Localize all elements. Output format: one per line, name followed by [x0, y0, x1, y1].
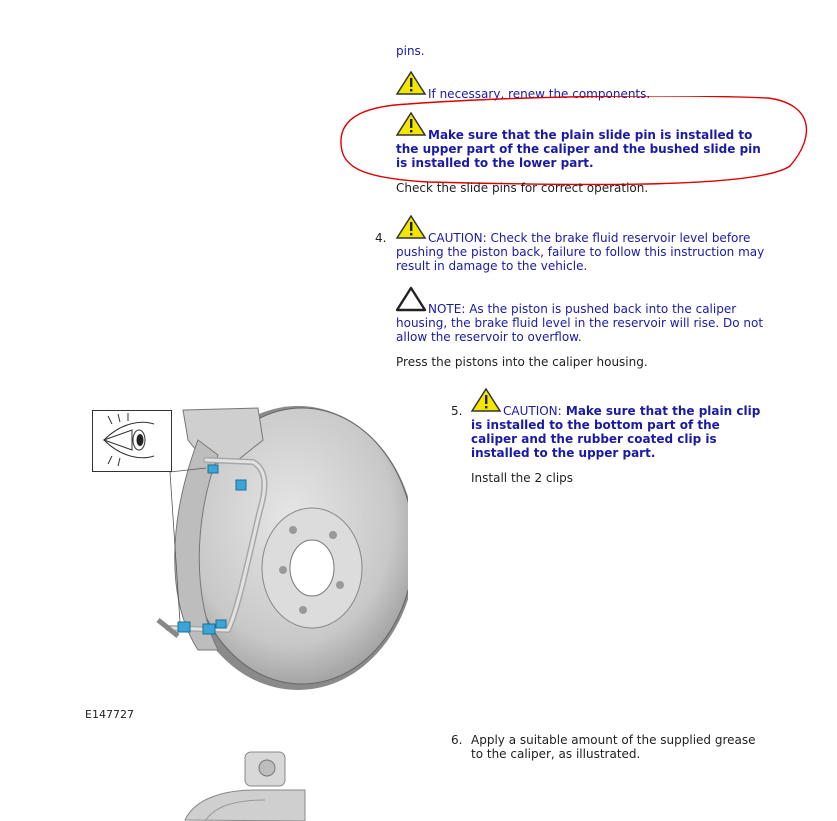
step4-action: Press the pistons into the caliper housing.: [396, 355, 648, 369]
caution-label: CAUTION:: [503, 404, 562, 418]
intro-text-tail: pins.: [396, 44, 425, 58]
step5-caution: [471, 404, 761, 460]
warning-slide-pin-text: Make sure that the plain slide pin is installed to the upper part of the caliper and the bushed slide pin is installed to the lower part.: [396, 128, 761, 170]
caution-text: Make sure that the plain clip is installed to the bottom part of the caliper and the rubber coated clip is installed to the upper part.: [471, 404, 761, 460]
step4-caution: [396, 231, 766, 273]
caution-text: Check the brake fluid reservoir level before pushing the piston back, failure to follow this instruction may result in damage to the vehicle.: [396, 231, 765, 273]
step-number-5: 5.: [451, 404, 463, 418]
step5-action: Install the 2 clips: [471, 471, 574, 485]
warning-renew-text: If necessary, renew the components.: [428, 87, 651, 101]
caliper-illustration-partial: [175, 750, 315, 821]
note-text: As the piston is pushed back into the caliper housing, the brake fluid level in the reservoir will rise. Do not allow the reservoir to overflow.: [396, 302, 764, 344]
step-number-4: 4.: [375, 231, 387, 245]
eye-view-icon: [92, 410, 172, 472]
figure-label: E147727: [85, 708, 134, 721]
note-label: NOTE:: [428, 302, 466, 316]
caution-label: CAUTION:: [428, 231, 487, 245]
step6-action: Apply a suitable amount of the supplied grease to the caliper, as illustrated.: [471, 733, 756, 761]
step4-note: [396, 302, 766, 344]
step-number-6: 6.: [451, 733, 463, 747]
warning-icon: [395, 70, 427, 96]
check-slide-pins-text: Check the slide pins for correct operation.: [396, 181, 649, 195]
